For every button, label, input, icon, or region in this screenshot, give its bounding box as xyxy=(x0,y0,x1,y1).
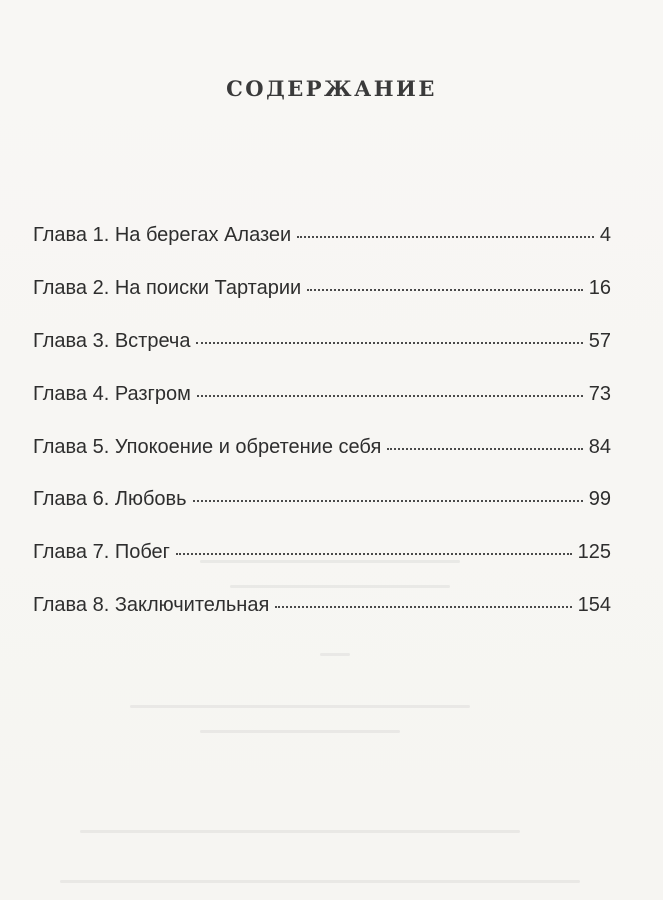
page-number: 84 xyxy=(588,435,611,458)
page-number: 73 xyxy=(588,382,611,405)
page-number: 99 xyxy=(588,488,611,511)
toc-entry xyxy=(33,277,611,330)
dot-leader xyxy=(307,289,583,291)
bleed-through-mark xyxy=(130,705,470,708)
toc-entry xyxy=(33,594,611,647)
chapter-title: Глава 7. Побег xyxy=(33,541,170,564)
dot-leader xyxy=(193,500,583,502)
dot-leader xyxy=(297,236,594,238)
dot-leader xyxy=(196,342,582,344)
toc-entry xyxy=(33,224,611,277)
chapter-title: Глава 1. На берегах Алазеи xyxy=(33,224,292,246)
bleed-through-mark xyxy=(200,730,400,733)
toc-entry xyxy=(33,330,611,383)
dot-leader xyxy=(387,448,582,450)
dot-leader xyxy=(275,606,571,608)
dot-leader xyxy=(197,395,583,397)
toc-entry xyxy=(33,541,611,594)
chapter-title: Глава 4. Разгром xyxy=(33,382,191,405)
bleed-through-mark xyxy=(80,830,520,833)
bleed-through-mark xyxy=(60,880,580,883)
chapter-title: Глава 3. Встреча xyxy=(33,329,191,352)
page-number: 57 xyxy=(588,329,611,352)
page-number: 125 xyxy=(577,541,611,564)
dot-leader xyxy=(176,553,572,555)
toc-entry xyxy=(33,488,611,541)
page-number: 4 xyxy=(599,224,611,246)
page-number: 154 xyxy=(577,594,611,617)
table-of-contents xyxy=(33,224,611,647)
page-number: 16 xyxy=(588,276,611,299)
chapter-title: Глава 2. На поиски Тартарии xyxy=(33,276,302,299)
bleed-through-mark xyxy=(320,653,350,656)
toc-entry xyxy=(33,383,611,436)
chapter-title: Глава 8. Заключительная xyxy=(33,594,270,617)
chapter-title: Глава 5. Упокоение и обретение себя xyxy=(33,435,382,458)
chapter-title: Глава 6. Любовь xyxy=(33,488,187,511)
page-title: СОДЕРЖАНИЕ xyxy=(226,76,437,102)
toc-entry xyxy=(33,436,611,489)
